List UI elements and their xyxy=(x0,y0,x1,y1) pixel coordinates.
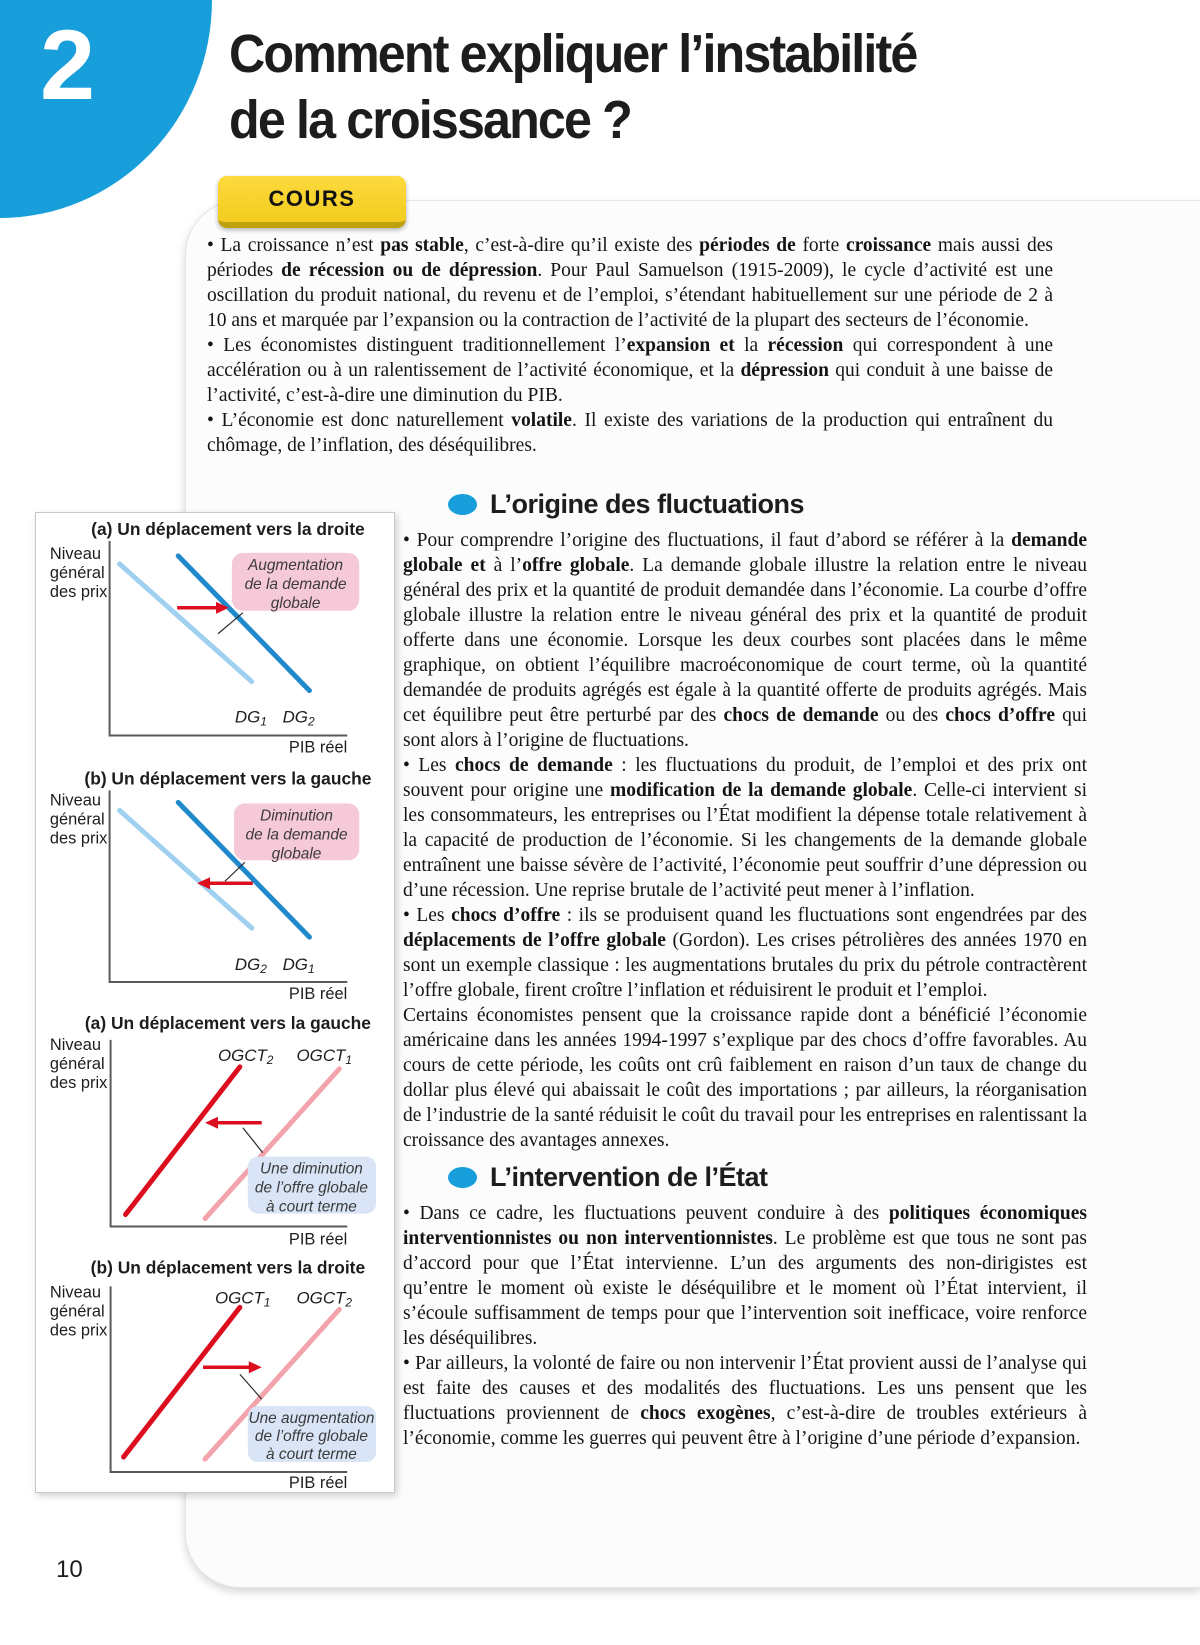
chart4-right-curve-label: OGCT2 xyxy=(296,1288,352,1310)
svg-text:Diminution: Diminution xyxy=(260,807,333,825)
svg-text:de la demande: de la demande xyxy=(244,575,347,593)
chart4-title: (b) Un déplacement vers la droite xyxy=(90,1257,366,1278)
chart3-xlabel: PIB réel xyxy=(288,1230,348,1249)
bullet-ellipse-icon xyxy=(448,494,477,515)
intro-paragraph: • L’économie est donc naturellement volatile. Il existe des variations de la production qui entraînent du chômage, de l’inflation, des déséquilibres. xyxy=(207,410,1053,456)
body-paragraph: • Dans ce cadre, les fluctuations peuvent conduire à des politiques économiques interventionnistes ou non interventionnistes. Le problème est que tous ne sont pas d’accord pour que l’État intervienne. L’un des arguments des non-dirigistes est qu’entre le moment où existe le déséquilibre et le moment où l’État intervient, il s’écoule suffisamment de temps pour que l’intervention soit inefficace, voire renforce les déséquilibres. xyxy=(403,1203,1087,1349)
svg-text:général: général xyxy=(49,1054,105,1073)
svg-text:globale: globale xyxy=(270,594,321,612)
supply-demand-diagrams xyxy=(36,513,394,1492)
svg-text:des prix: des prix xyxy=(49,1073,108,1092)
cours-tab xyxy=(218,176,406,228)
chapter-badge xyxy=(0,0,212,218)
section-heading-label: L’intervention de l’État xyxy=(490,1162,768,1192)
chart1-ylabel: Niveau xyxy=(49,544,101,563)
body-paragraph: Certains économistes pensent que la croissance rapide dont a bénéficié l’économie américaine dans les années 1994-1997 s’explique par des chocs d’offre favorables. Au cours de cette période, les coûts ont crû faiblement en raison d’un taux de change du dollar plus élevé qui abaissait le coût des importations ; par ailleurs, la réorganisation de l’industrie de la santé réduisit le coût du travail pour les entreprises en ralentissant la croissance des avantages annexes. xyxy=(403,1005,1087,1151)
chart4-xlabel: PIB réel xyxy=(288,1473,348,1492)
intro-text xyxy=(207,233,1053,458)
main-text-column xyxy=(403,489,1088,1451)
chart3-left-curve-label: OGCT2 xyxy=(217,1045,274,1067)
section-heading-origine xyxy=(403,489,1087,519)
svg-text:de la demande: de la demande xyxy=(245,826,348,844)
chart2-left-curve-label: DG2 xyxy=(234,955,267,977)
figure-panel xyxy=(35,512,395,1493)
svg-text:des prix: des prix xyxy=(49,829,108,848)
svg-text:Augmentation: Augmentation xyxy=(248,556,344,574)
svg-text:de l’offre globale: de l’offre globale xyxy=(254,1179,369,1197)
chart1-title: (a) Un déplacement vers la droite xyxy=(91,518,365,539)
cours-tab-label: COURS xyxy=(268,186,356,211)
chart1-right-curve-label: DG2 xyxy=(282,707,315,729)
chart3-title: (a) Un déplacement vers la gauche xyxy=(84,1012,371,1033)
page-title-line2: de la croissance ? xyxy=(229,90,631,150)
chart3-ylabel: Niveau xyxy=(49,1035,101,1054)
svg-text:Une augmentation: Une augmentation xyxy=(248,1410,375,1428)
chart2-right-curve-label: DG1 xyxy=(282,955,315,977)
chapter-number: 2 xyxy=(40,9,96,120)
chart4-ylabel: Niveau xyxy=(49,1283,101,1302)
chart1-annotation-pointer xyxy=(218,613,243,634)
chart2-xlabel: PIB réel xyxy=(288,984,348,1004)
chart2-curve-dg2 xyxy=(120,810,252,928)
body-paragraph: • Pour comprendre l’origine des fluctuations, il faut d’abord se référer à la demande globale et à l’offre globale. La demande globale illustre la relation entre le niveau général des prix et la quantité de produit demandée dans l’économie. La courbe d’offre globale illustre la relation entre le niveau général des prix et la quantité de produit offerte dans une économie. Lorsque les deux courbes sont placées dans le même graphique, on obtient l’équilibre macroéconomique de court terme, où la quantité demandée de produits agrégés est égale à la quantité offerte de produits agrégés. Mais cet équilibre peut être perturbé par des chocs de demande ou des chocs d’offre qui sont alors à l’origine de fluctuations. xyxy=(403,530,1088,751)
svg-text:des prix: des prix xyxy=(49,582,108,601)
chart4-curve-ogct1 xyxy=(124,1307,240,1457)
svg-text:Une diminution: Une diminution xyxy=(260,1160,363,1178)
bullet-ellipse-icon xyxy=(448,1167,477,1188)
intro-paragraph: • La croissance n’est pas stable, c’est-à-dire qu’il existe des périodes de forte croissance mais aussi des périodes de récession ou de dépression. Pour Paul Samuelson (1915-2009), le cycle d’activité est une oscillation du produit national, du revenu et de l’emploi, s’étendant habituellement sur une période de 2 à 10 ans et marquée par l’expansion ou la contraction de l’activité de la plupart des secteurs de l’économie. xyxy=(207,235,1054,331)
page-title xyxy=(229,21,916,153)
chart1-xlabel: PIB réel xyxy=(288,738,348,757)
svg-text:de l’offre globale: de l’offre globale xyxy=(254,1428,369,1446)
svg-text:à court terme: à court terme xyxy=(266,1198,357,1216)
section-heading-intervention xyxy=(403,1162,1087,1192)
chart2-title: (b) Un déplacement vers la gauche xyxy=(84,768,372,789)
chart3-shift-arrowhead xyxy=(205,1117,218,1129)
chart1-left-curve-label: DG1 xyxy=(234,707,267,729)
svg-text:globale: globale xyxy=(271,845,322,863)
chart4-shift-arrowhead xyxy=(249,1361,262,1373)
chart2-annotation-pointer xyxy=(225,862,245,881)
svg-text:des prix: des prix xyxy=(49,1321,108,1340)
chart2-ylabel: Niveau xyxy=(49,791,101,810)
page-title-line1: Comment expliquer l’instabilité xyxy=(229,24,917,84)
chart4-annotation-pointer xyxy=(240,1374,262,1399)
svg-text:général: général xyxy=(49,1302,105,1321)
chart4-left-curve-label: OGCT1 xyxy=(215,1288,271,1310)
intro-paragraph: • Les économistes distinguent traditionnellement l’expansion et la récession qui correspondent à une accélération ou à un ralentissement de l’activité économique, et la dépression qui conduit à une baisse de l’activité, c’est-à-dire une diminution du PIB. xyxy=(207,335,1053,406)
chart3-curve-ogct2 xyxy=(126,1067,240,1215)
chart3-annotation-pointer xyxy=(243,1128,263,1153)
page-number: 10 xyxy=(56,1556,83,1583)
svg-text:général: général xyxy=(49,563,105,582)
chart3-right-curve-label: OGCT1 xyxy=(296,1045,352,1067)
section-heading-label: L’origine des fluctuations xyxy=(490,489,805,519)
svg-text:général: général xyxy=(49,810,105,829)
svg-text:à court terme: à court terme xyxy=(266,1446,357,1464)
body-paragraph: • Les chocs d’offre : ils se produisent quand les fluctuations sont engendrées par des déplacements de l’offre globale (Gordon). Les crises pétrolières des années 1970 en sont un exemple classique : les augmentations brutales du prix du pétrole contractèrent l’offre globale, firent croître l’inflation et réduisirent le produit et l’emploi. xyxy=(403,905,1088,1001)
body-paragraph: • Par ailleurs, la volonté de faire ou non intervenir l’État provient aussi de l’analyse qui est faite des causes et des modalités des fluctuations. Les uns pensent que les fluctuations proviennent de chocs exogènes, c’est-à-dire de troubles extérieurs à l’économie, comme les guerres qui peuvent être à l’origine d’une période d’expansion. xyxy=(403,1353,1087,1449)
body-paragraph: • Les chocs de demande : les fluctuations du produit, de l’emploi et des prix ont souvent pour origine une modification de la demande globale. Celle-ci intervient si les consommateurs, les entreprises ou l’État modifient la dépense totale relativement à la capacité de production de l’économie. Si les changements de la demande globale entraînent une baisse sévère de l’activité, l’économie peut souffrir d’une dépression ou d’une récession. Une reprise brutale de l’activité peut mener à l’inflation. xyxy=(403,755,1088,901)
